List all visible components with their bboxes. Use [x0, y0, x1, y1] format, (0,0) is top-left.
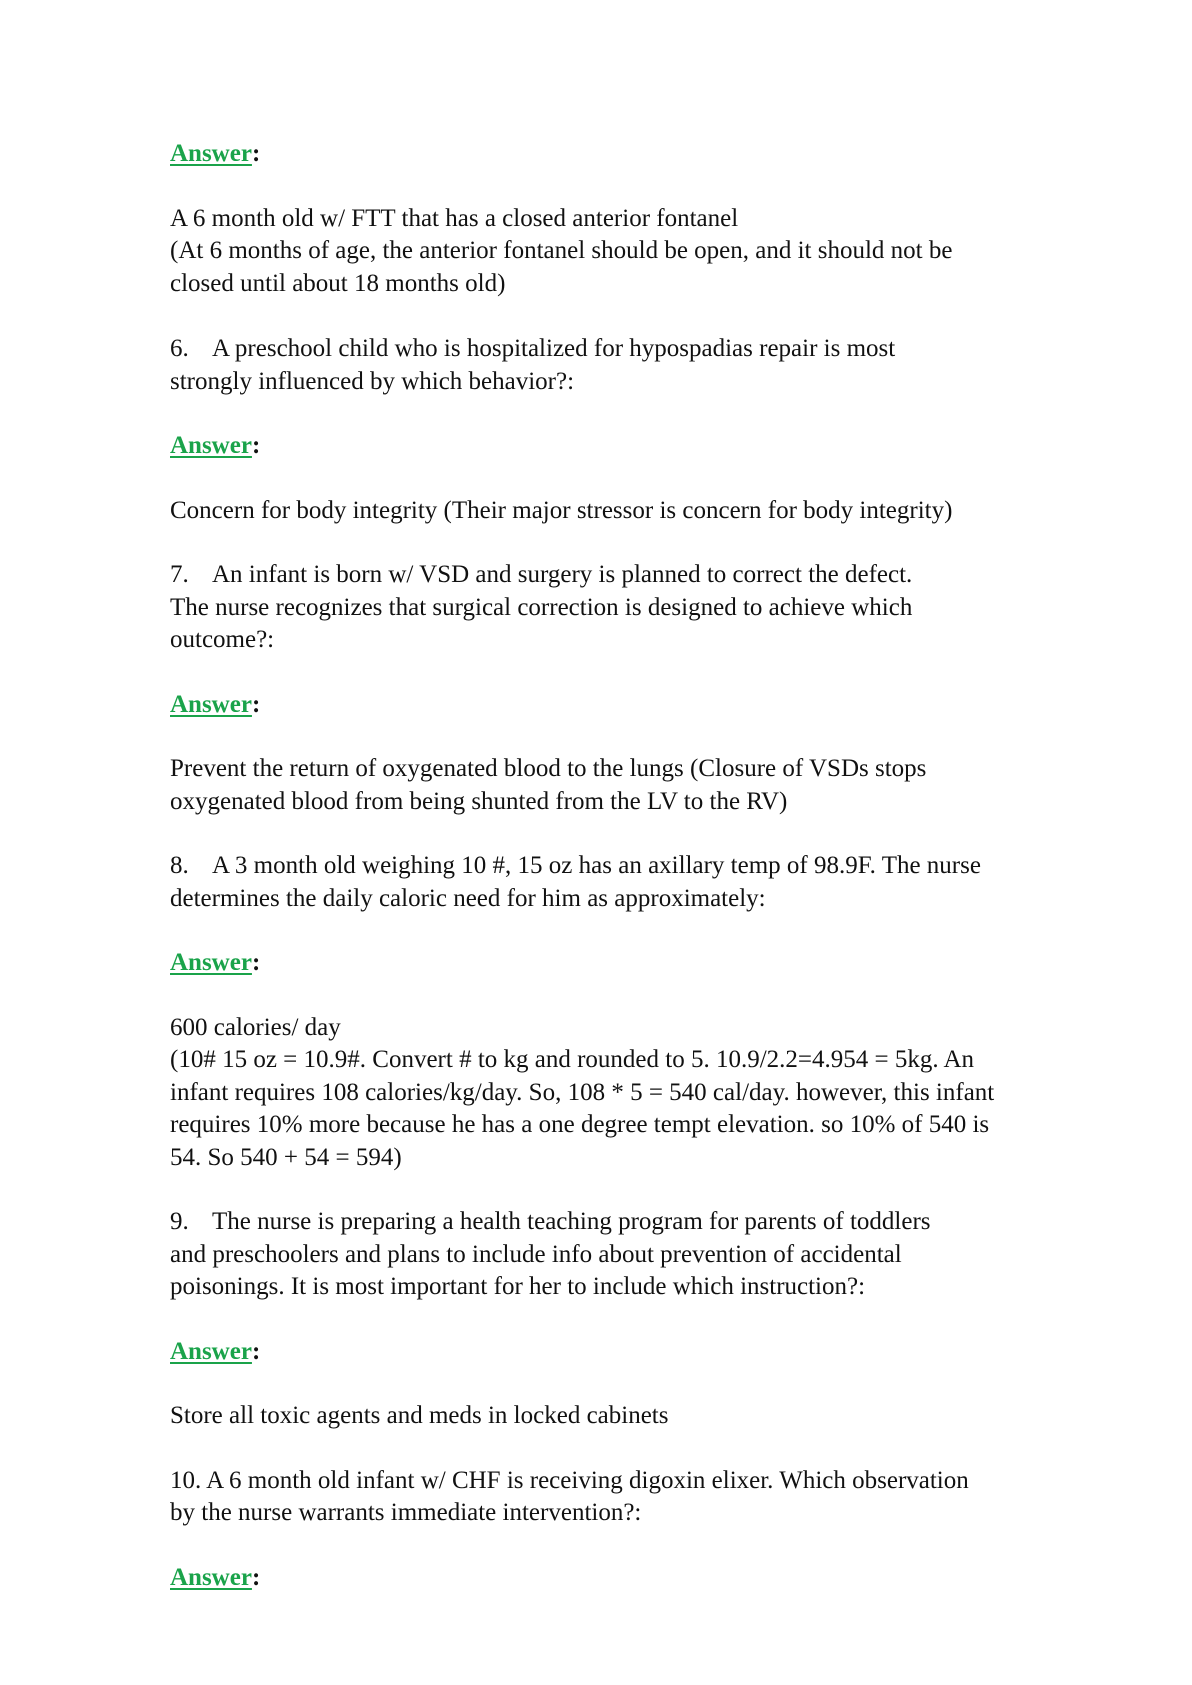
spacer	[170, 915, 1130, 947]
question-line: poisonings. It is most important for her to include which instruction?:	[170, 1273, 866, 1300]
answer-link[interactable]: Answer	[170, 1563, 252, 1591]
answer-line: 600 calories/ day	[170, 1013, 341, 1041]
spacer	[170, 1433, 1130, 1465]
answer-line: 54. So 540 + 54 = 594)	[170, 1143, 402, 1171]
answer-heading-5: Answer:	[170, 140, 261, 167]
answer-line: infant requires 108 calories/kg/day. So, 108 * 5 = 540 cal/day. however, this infant	[170, 1078, 995, 1106]
question-line: by the nurse warrants immediate intervention?:	[170, 1499, 642, 1526]
spacer	[170, 398, 1130, 430]
spacer	[170, 1304, 1130, 1336]
answer-heading-7: Answer:	[170, 690, 261, 718]
answer-heading-8: Answer:	[170, 949, 261, 976]
answer-heading-10: Answer:	[170, 1563, 261, 1591]
answer-line: (At 6 months of age, the anterior fontanel should be open, and it should not be	[170, 237, 953, 264]
answer-text-8	[170, 1012, 1130, 1175]
question-9	[170, 1206, 1130, 1304]
spacer	[170, 463, 1130, 495]
question-number: 9.	[170, 1208, 189, 1235]
answer-line: closed until about 18 months old)	[170, 269, 506, 297]
answer-text-5	[170, 203, 1130, 301]
answer-line: requires 10% more because he has a one degree tempt elevation. so 10% of 540 is	[170, 1111, 990, 1138]
answer-line: (10# 15 oz = 10.9#. Convert # to kg and rounded to 5. 10.9/2.2=4.954 = 5kg. An	[170, 1046, 975, 1073]
question-line: A preschool child who is hospitalized for hypospadias repair is most	[212, 335, 896, 362]
answer-line: Prevent the return of oxygenated blood to the lungs (Closure of VSDs stops	[170, 755, 927, 782]
question-line: determines the daily caloric need for him as approximately:	[170, 884, 766, 912]
answer-text-9	[170, 1400, 1130, 1433]
answer-heading-6: Answer:	[170, 432, 261, 459]
spacer	[170, 1530, 1130, 1562]
answer-link[interactable]: Answer	[170, 1337, 252, 1365]
answer-line: Concern for body integrity (Their major stressor is concern for body integrity)	[170, 496, 953, 524]
answer-heading-9: Answer:	[170, 1337, 261, 1365]
answer-link[interactable]: Answer	[170, 690, 252, 718]
answer-link[interactable]: Answer	[170, 949, 252, 976]
spacer	[170, 721, 1130, 753]
question-line: 10. A 6 month old infant w/ CHF is receiving digoxin elixer. Which observation	[170, 1466, 969, 1494]
spacer	[170, 980, 1130, 1012]
answer-link[interactable]: Answer	[170, 140, 252, 167]
spacer	[170, 300, 1130, 333]
question-8	[170, 850, 1130, 915]
question-number: 6.	[170, 335, 189, 362]
question-line: outcome?:	[170, 626, 275, 653]
spacer	[170, 1174, 1130, 1206]
answer-line: Store all toxic agents and meds in locked cabinets	[170, 1402, 669, 1429]
question-line: A 3 month old weighing 10 #, 15 oz has an axillary temp of 98.9F. The nurse	[212, 852, 981, 879]
answer-line: A 6 month old w/ FTT that has a closed anterior fontanel	[170, 204, 739, 232]
spacer	[170, 1368, 1130, 1400]
spacer	[170, 527, 1130, 559]
question-line: and preschoolers and plans to include info about prevention of accidental	[170, 1240, 902, 1268]
question-line: strongly influenced by which behavior?:	[170, 367, 575, 395]
spacer	[170, 171, 1130, 203]
spacer	[170, 818, 1130, 850]
question-number: 8.	[170, 852, 189, 879]
question-line: An infant is born w/ VSD and surgery is planned to correct the defect.	[212, 561, 913, 588]
answer-link[interactable]: Answer	[170, 432, 252, 459]
document-page	[170, 138, 1130, 1594]
answer-text-7	[170, 753, 1130, 818]
question-10	[170, 1465, 1130, 1530]
question-6	[170, 333, 1130, 398]
question-line: The nurse recognizes that surgical correction is designed to achieve which	[170, 593, 913, 621]
answer-text-6	[170, 495, 1130, 528]
spacer	[170, 657, 1130, 689]
question-number: 7.	[170, 561, 189, 588]
question-7	[170, 559, 1130, 657]
question-line: The nurse is preparing a health teaching program for parents of toddlers	[212, 1208, 931, 1235]
answer-line: oxygenated blood from being shunted from the LV to the RV)	[170, 787, 788, 815]
